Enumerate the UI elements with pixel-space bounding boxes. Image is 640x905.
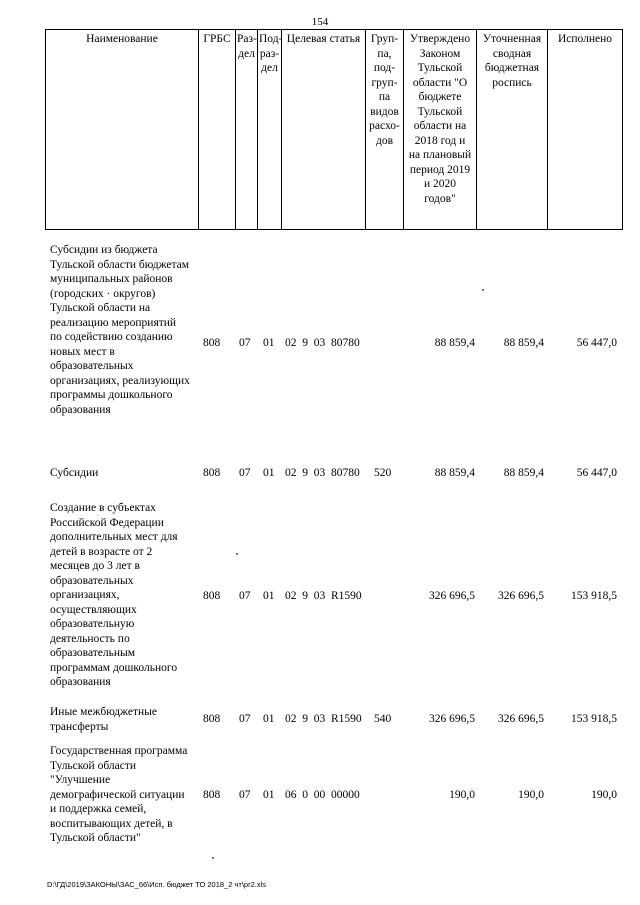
table-row-name: Государственная программа Тульской области "Улучшение демографической ситуации и поддержка семей, воспитывающих детей, в Тульской области" (50, 745, 188, 844)
cell-refined: 88 859,4 (503, 467, 544, 479)
header-refined: Уточненная сводная бюджетная роспись (477, 30, 548, 230)
cell-target: 02 9 03 80780 (285, 337, 360, 349)
cell-refined: 88 859,4 (503, 337, 544, 349)
scan-speck (236, 553, 238, 555)
cell-approved: 190,0 (449, 789, 475, 801)
cell-executed: 56 447,0 (576, 337, 617, 349)
cell-grbs: 808 (203, 590, 221, 602)
cell-grbs: 808 (203, 789, 221, 801)
header-executed: Исполнено (548, 30, 623, 230)
cell-group: 520 (374, 467, 392, 479)
header-target: Целевая статья (282, 30, 366, 230)
cell-grbs: 808 (203, 713, 221, 725)
header-razdel: Раз- дел (236, 30, 258, 230)
cell-executed: 56 447,0 (576, 467, 617, 479)
table-row-name: Субсидии (50, 467, 99, 479)
cell-group: 540 (374, 713, 392, 725)
cell-executed: 153 918,5 (571, 590, 617, 602)
cell-podrazdel: 01 (263, 467, 275, 479)
cell-executed: 153 918,5 (571, 713, 617, 725)
cell-razdel: 07 (239, 713, 251, 725)
cell-podrazdel: 01 (263, 590, 275, 602)
page-number: 154 (311, 16, 329, 28)
cell-refined: 326 696,5 (498, 590, 544, 602)
cell-target: 02 9 03 80780 (285, 467, 360, 479)
cell-target: 06 0 00 00000 (285, 789, 360, 801)
table-row-name: Субсидии из бюджета Тульской области бюджетам муниципальных районов (городских · округов) Тульской области на реализацию мероприятий по содействию созданию новых мест в образовательных организациях, реализующих программы дошкольного образования (50, 244, 190, 416)
cell-executed: 190,0 (591, 789, 617, 801)
cell-approved: 326 696,5 (429, 590, 475, 602)
scan-speck (482, 289, 484, 291)
cell-razdel: 07 (239, 789, 251, 801)
cell-razdel: 07 (239, 590, 251, 602)
header-podrazdel: Под- раз- дел (258, 30, 282, 230)
header-group: Груп- па, под- груп- па видов расхо- дов (366, 30, 404, 230)
cell-podrazdel: 01 (263, 713, 275, 725)
cell-grbs: 808 (203, 337, 221, 349)
cell-podrazdel: 01 (263, 337, 275, 349)
scan-speck (212, 857, 214, 859)
file-path-footer: D:\ГД\2019\ЗАКОНЫ\ЗАС_66\Исп. бюджет ТО 2018_2 чт\pr2.xls (47, 880, 266, 889)
cell-target: 02 9 03 R1590 (285, 590, 362, 602)
table-row-name: Создание в субъектах Российской Федерации дополнительных мест для детей в возрасте от 2 месяцев до 3 лет в образовательных организациях, осуществляющих образовательную деятельность по образовательным программам дошкольного образования (50, 502, 178, 688)
cell-grbs: 808 (203, 467, 221, 479)
table-row-name: Иные межбюджетные трансферты (50, 706, 157, 733)
cell-refined: 326 696,5 (498, 713, 544, 725)
cell-target: 02 9 03 R1590 (285, 713, 362, 725)
cell-razdel: 07 (239, 467, 251, 479)
cell-podrazdel: 01 (263, 789, 275, 801)
cell-approved: 88 859,4 (434, 467, 475, 479)
cell-approved: 326 696,5 (429, 713, 475, 725)
cell-refined: 190,0 (518, 789, 544, 801)
cell-approved: 88 859,4 (434, 337, 475, 349)
cell-razdel: 07 (239, 337, 251, 349)
header-approved: Утверждено Законом Тульской области "О бюджете Тульской области на 2018 год и на плановый период 2019 и 2020 годов" (404, 30, 477, 230)
header-grbs: ГРБС (199, 30, 236, 230)
header-name: Наименование (46, 30, 199, 230)
